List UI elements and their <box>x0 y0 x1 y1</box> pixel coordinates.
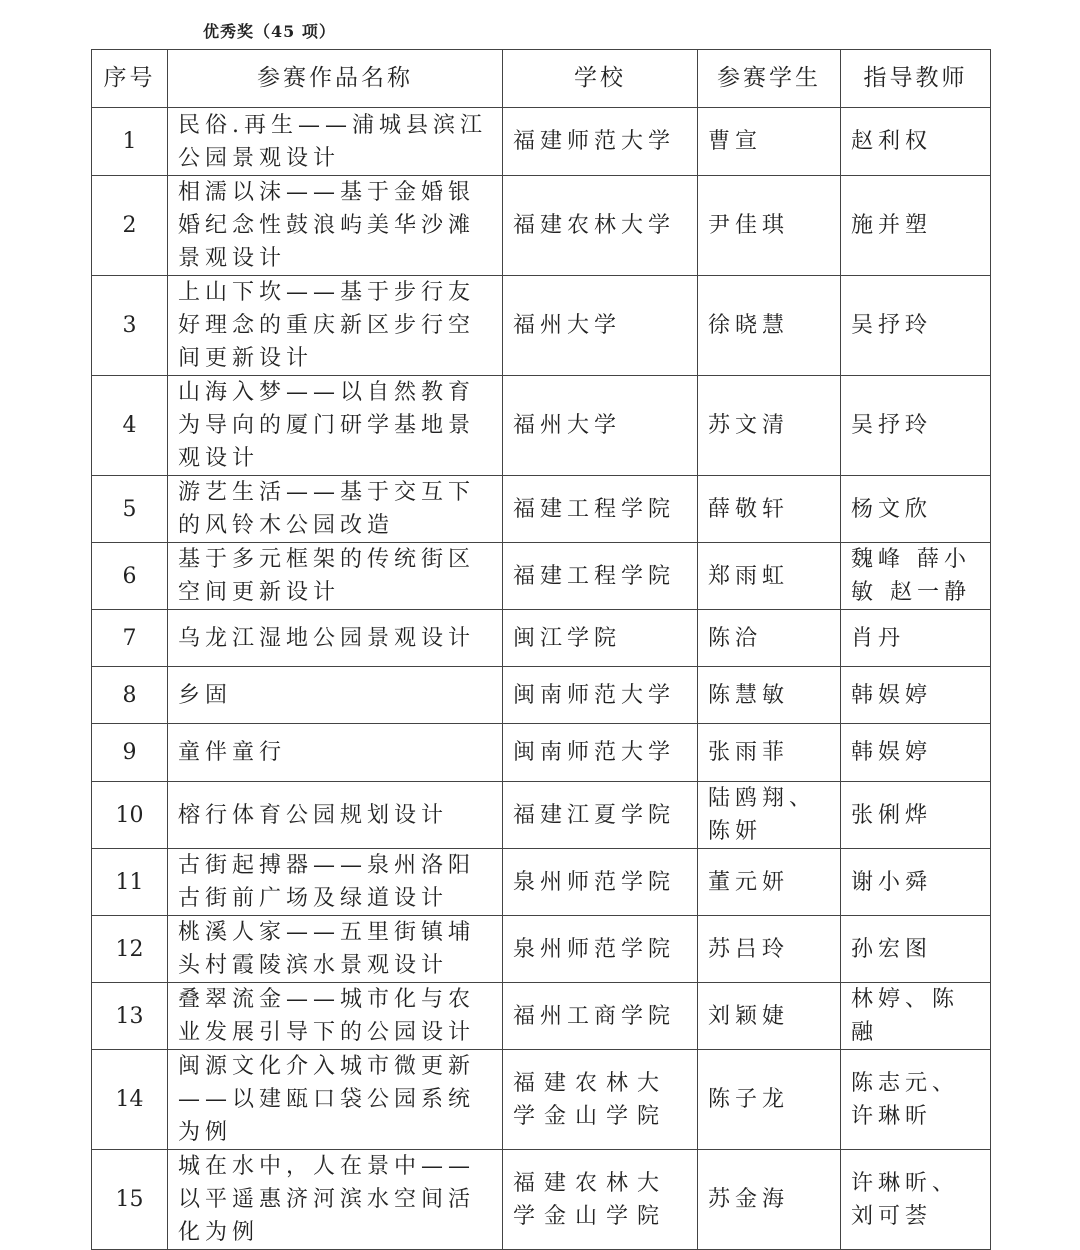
table-row <box>92 543 991 610</box>
header-no: 序号 <box>92 50 168 108</box>
row-number: 5 <box>92 476 168 543</box>
school-name: 泉州师范学院 <box>503 849 698 916</box>
table-row <box>92 916 991 983</box>
teacher-name: 肖丹 <box>841 610 991 667</box>
header-title: 参赛作品名称 <box>168 50 503 108</box>
row-number: 1 <box>92 108 168 176</box>
student-name: 陆鸥翔、陈妍 <box>698 782 841 849</box>
school-name: 福建工程学院 <box>503 476 698 543</box>
teacher-name: 韩娱婷 <box>841 724 991 782</box>
school-name: 泉州师范学院 <box>503 916 698 983</box>
row-number: 6 <box>92 543 168 610</box>
school-name: 闽江学院 <box>503 610 698 667</box>
entry-title: 上山下坎——基于步行友好理念的重庆新区步行空间更新设计 <box>168 276 503 376</box>
student-name: 徐晓慧 <box>698 276 841 376</box>
student-name: 曹宣 <box>698 108 841 176</box>
teacher-name: 赵利权 <box>841 108 991 176</box>
school-name: 闽南师范大学 <box>503 667 698 724</box>
entry-title: 游艺生活——基于交互下的风铃木公园改造 <box>168 476 503 543</box>
entry-title: 桃溪人家——五里街镇埔头村霞陵滨水景观设计 <box>168 916 503 983</box>
entry-title: 乡固 <box>168 667 503 724</box>
section-caption: 优秀奖（45 项） <box>203 22 336 41</box>
entry-title: 古街起搏器——泉州洛阳古街前广场及绿道设计 <box>168 849 503 916</box>
student-name: 陈慧敏 <box>698 667 841 724</box>
table-row <box>92 108 991 176</box>
student-name: 苏吕玲 <box>698 916 841 983</box>
school-name: 福州工商学院 <box>503 983 698 1050</box>
row-number: 11 <box>92 849 168 916</box>
table-row <box>92 376 991 476</box>
teacher-name: 施并塑 <box>841 176 991 276</box>
school-name: 福州大学 <box>503 276 698 376</box>
table-row <box>92 476 991 543</box>
row-number: 9 <box>92 724 168 782</box>
table-row <box>92 782 991 849</box>
entry-title: 榕行体育公园规划设计 <box>168 782 503 849</box>
student-name: 陈子龙 <box>698 1050 841 1150</box>
table-row <box>92 1050 991 1150</box>
row-number: 7 <box>92 610 168 667</box>
school-name: 闽南师范大学 <box>503 724 698 782</box>
table-row <box>92 983 991 1050</box>
entry-title: 基于多元框架的传统街区空间更新设计 <box>168 543 503 610</box>
row-number: 13 <box>92 983 168 1050</box>
header-row <box>92 50 991 108</box>
entry-title: 城在水中，人在景中——以平遥惠济河滨水空间活化为例 <box>168 1150 503 1250</box>
student-name: 苏金海 <box>698 1150 841 1250</box>
table-row <box>92 176 991 276</box>
teacher-name: 吴抒玲 <box>841 276 991 376</box>
school-name: 福建农林大学 <box>503 176 698 276</box>
row-number: 10 <box>92 782 168 849</box>
header-teacher: 指导教师 <box>841 50 991 108</box>
school-name: 福州大学 <box>503 376 698 476</box>
entry-title: 童伴童行 <box>168 724 503 782</box>
teacher-name: 许琳昕、刘可荟 <box>841 1150 991 1250</box>
entry-title: 民俗.再生——浦城县滨江公园景观设计 <box>168 108 503 176</box>
school-name: 福建农林大学金山学院 <box>503 1150 698 1250</box>
student-name: 董元妍 <box>698 849 841 916</box>
teacher-name: 陈志元、许琳昕 <box>841 1050 991 1150</box>
student-name: 尹佳琪 <box>698 176 841 276</box>
row-number: 8 <box>92 667 168 724</box>
table-row <box>92 276 991 376</box>
student-name: 陈洽 <box>698 610 841 667</box>
teacher-name: 谢小舜 <box>841 849 991 916</box>
student-name: 苏文清 <box>698 376 841 476</box>
teacher-name: 魏峰 薛小敏 赵一静 <box>841 543 991 610</box>
row-number: 4 <box>92 376 168 476</box>
table-row <box>92 610 991 667</box>
table-row <box>92 724 991 782</box>
school-name: 福建江夏学院 <box>503 782 698 849</box>
school-name: 福建农林大学金山学院 <box>503 1050 698 1150</box>
teacher-name: 张俐烨 <box>841 782 991 849</box>
table-row <box>92 667 991 724</box>
entry-title: 乌龙江湿地公园景观设计 <box>168 610 503 667</box>
teacher-name: 孙宏图 <box>841 916 991 983</box>
row-number: 14 <box>92 1050 168 1150</box>
table-row <box>92 1150 991 1250</box>
row-number: 15 <box>92 1150 168 1250</box>
teacher-name: 林婷、陈融 <box>841 983 991 1050</box>
entry-title: 山海入梦——以自然教育为导向的厦门研学基地景观设计 <box>168 376 503 476</box>
student-name: 刘颖婕 <box>698 983 841 1050</box>
table-row <box>92 849 991 916</box>
student-name: 薛敬轩 <box>698 476 841 543</box>
awards-table <box>91 49 991 1250</box>
student-name: 张雨菲 <box>698 724 841 782</box>
header-student: 参赛学生 <box>698 50 841 108</box>
row-number: 3 <box>92 276 168 376</box>
teacher-name: 杨文欣 <box>841 476 991 543</box>
student-name: 郑雨虹 <box>698 543 841 610</box>
teacher-name: 吴抒玲 <box>841 376 991 476</box>
school-name: 福建师范大学 <box>503 108 698 176</box>
entry-title: 叠翠流金——城市化与农业发展引导下的公园设计 <box>168 983 503 1050</box>
entry-title: 闽源文化介入城市微更新——以建瓯口袋公园系统为例 <box>168 1050 503 1150</box>
row-number: 2 <box>92 176 168 276</box>
row-number: 12 <box>92 916 168 983</box>
teacher-name: 韩娱婷 <box>841 667 991 724</box>
header-school: 学校 <box>503 50 698 108</box>
entry-title: 相濡以沫——基于金婚银婚纪念性鼓浪屿美华沙滩景观设计 <box>168 176 503 276</box>
school-name: 福建工程学院 <box>503 543 698 610</box>
